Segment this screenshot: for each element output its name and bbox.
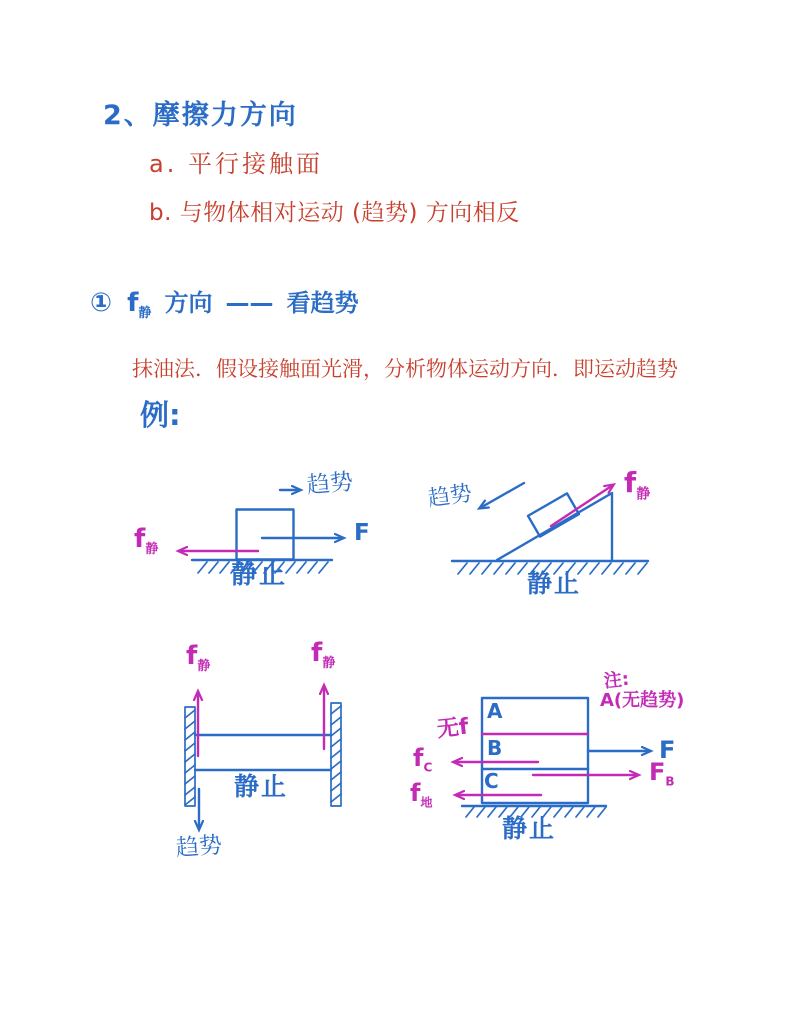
d4-no-friction-label: 无f bbox=[435, 714, 470, 743]
d1-state-label: 静止 bbox=[231, 560, 288, 590]
d3-static-friction-right-label: $f_静$ bbox=[311, 638, 336, 671]
d4-friction-from-c-label: $f_C$ bbox=[413, 744, 433, 775]
d4-friction-from-ground-label: $f_地$ bbox=[410, 779, 433, 810]
point-one-text: 方向 bbox=[164, 289, 213, 317]
method-line: 抹油法．假设接触面光滑，分析物体运动方向．即运动趋势 bbox=[132, 357, 678, 381]
right-plate-hatching bbox=[331, 706, 341, 802]
d4-block-a-label: A bbox=[487, 699, 503, 723]
static-friction-arrow bbox=[551, 485, 613, 526]
d1-static-friction-label: $f_静$ bbox=[134, 524, 159, 557]
note-item-b: b. 与物体相对运动 (趋势) 方向相反 bbox=[149, 200, 520, 226]
d4-state-label: 静止 bbox=[502, 814, 557, 843]
friction-symbol: $f_静$ bbox=[127, 288, 152, 321]
d4-block-b-label: B bbox=[487, 736, 503, 760]
d3-static-friction-left-label: $f_静$ bbox=[186, 641, 211, 674]
block-on-slope bbox=[528, 493, 579, 536]
d1-tendency-label: 趋势 bbox=[305, 469, 355, 499]
d4-friction-from-b-label: $F_B$ bbox=[649, 758, 675, 789]
example-label: 例: bbox=[140, 398, 181, 432]
d1-applied-force-label: F bbox=[354, 520, 370, 546]
tendency-arrow bbox=[480, 483, 524, 508]
left-plate-hatching bbox=[185, 710, 195, 805]
d4-note-title: 注: bbox=[602, 668, 631, 693]
d2-state-label: 静止 bbox=[527, 569, 582, 598]
d3-tendency-label: 趋势 bbox=[175, 832, 223, 862]
point-one-result: 看趋势 bbox=[286, 289, 359, 317]
diagram-clamped-bar bbox=[185, 686, 341, 829]
d2-tendency-label: 趋势 bbox=[426, 481, 474, 512]
diagram-stack bbox=[454, 698, 650, 817]
note-item-a: a. 平行接触面 bbox=[149, 150, 323, 178]
d2-static-friction-label: $f_静$ bbox=[624, 466, 651, 503]
d4-note-body: A(无趋势) bbox=[600, 690, 685, 711]
section-heading: 2、摩擦力方向 bbox=[103, 100, 298, 131]
point-one-line bbox=[90, 289, 359, 322]
circled-one-marker: ① bbox=[90, 288, 113, 318]
diagram-incline bbox=[452, 483, 648, 574]
point-one-dash: —— bbox=[225, 289, 274, 317]
d4-block-c-label: C bbox=[484, 769, 499, 793]
d4-applied-force-label: F bbox=[659, 736, 676, 764]
incline-triangle bbox=[497, 493, 612, 560]
d3-state-label: 静止 bbox=[234, 772, 289, 801]
